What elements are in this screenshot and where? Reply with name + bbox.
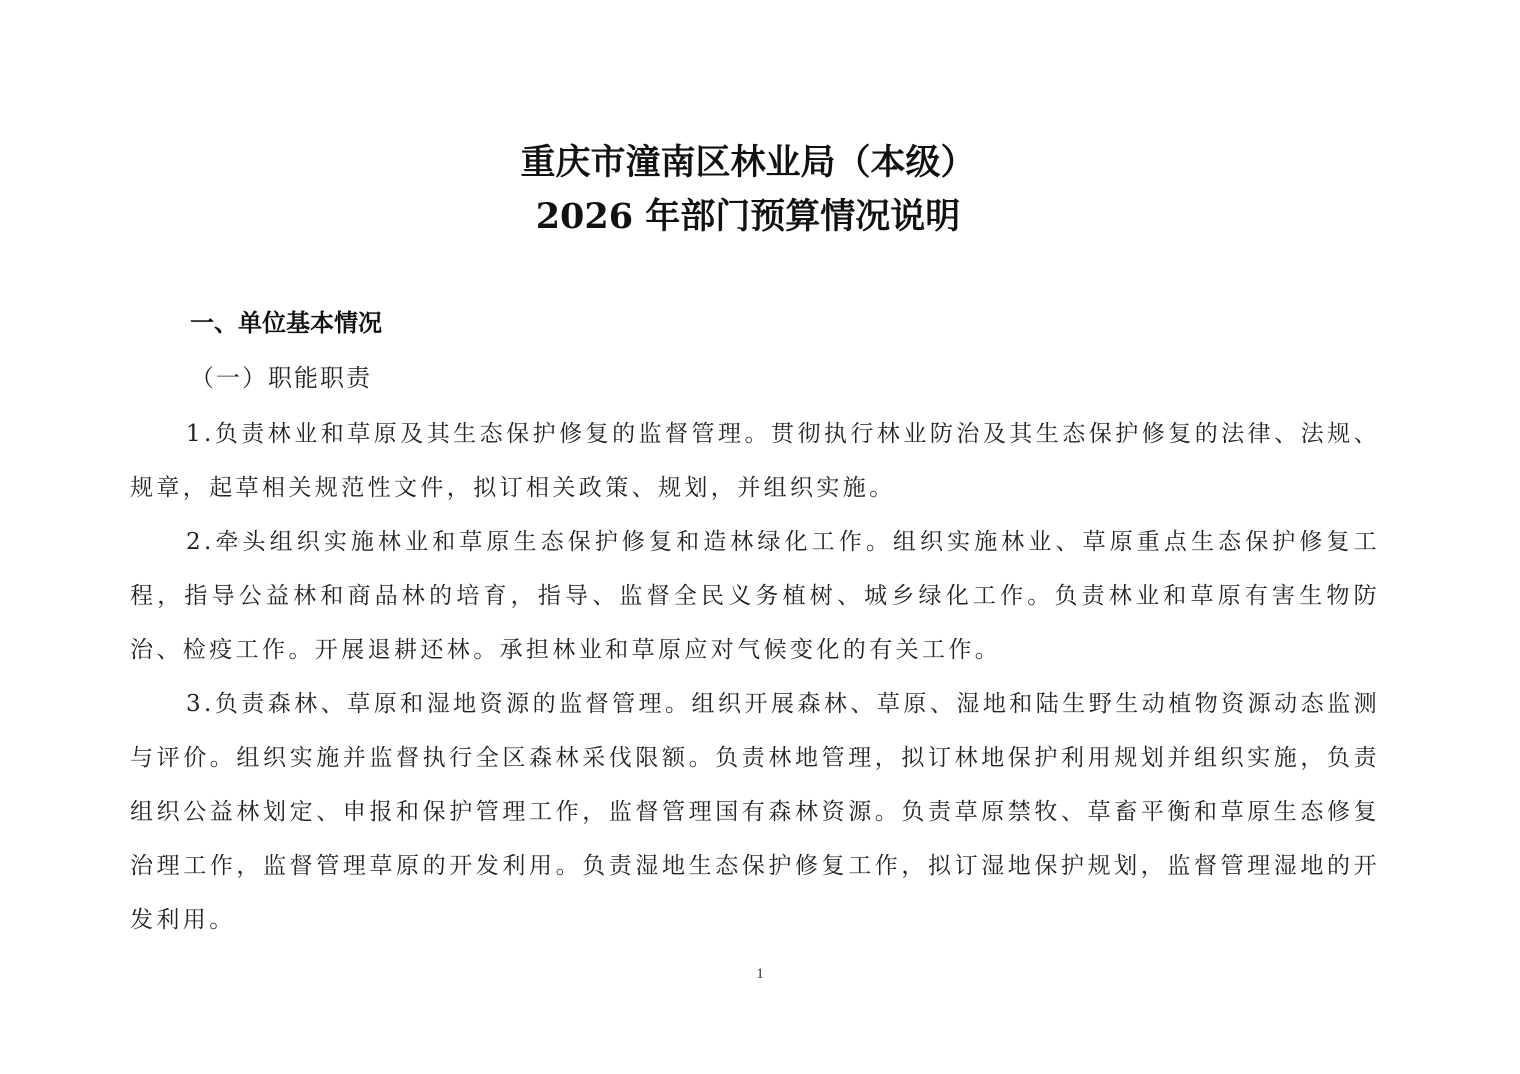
title-line-1: 重庆市潼南区林业局（本级） [520, 142, 976, 183]
paragraph-3: 3.负责森林、草原和湿地资源的监督管理。组织开展森林、草原、湿地和陆生野生动植物资源动态监测与评价。组织实施并监督执行全区森林采伐限额。负责林地管理，拟订林地保护利用规划并组织实施，负责组织公益林划定、申报和保护管理工作，监督管理国有森林资源。负责草原禁牧、草畜平衡和草原生态修复治理工作，监督管理草原的开发利用。负责湿地生态保护修复工作，拟订湿地保护规划，监督管理湿地的开发利用。 [130, 691, 1380, 933]
document-title [0, 136, 1496, 244]
title-line-2: 2026 年部门预算情况说明 [535, 196, 961, 237]
sub-heading: （一）职能职责 [190, 364, 372, 392]
paragraph-1: 1.负责林业和草原及其生态保护修复的监督管理。贯彻执行林业防治及其生态保护修复的法律、法规、规章，起草相关规范性文件，拟订相关政策、规划，并组织实施。 [130, 421, 1380, 501]
page-number: 1 [756, 966, 764, 982]
section-heading: 一、单位基本情况 [190, 309, 382, 337]
paragraph-2: 2.牵头组织实施林业和草原生态保护修复和造林绿化工作。组织实施林业、草原重点生态保护修复工程，指导公益林和商品林的培育，指导、监督全民义务植树、城乡绿化工作。负责林业和草原有害生物防治、检疫工作。开展退耕还林。承担林业和草原应对气候变化的有关工作。 [130, 529, 1380, 663]
document-body [130, 407, 1380, 947]
